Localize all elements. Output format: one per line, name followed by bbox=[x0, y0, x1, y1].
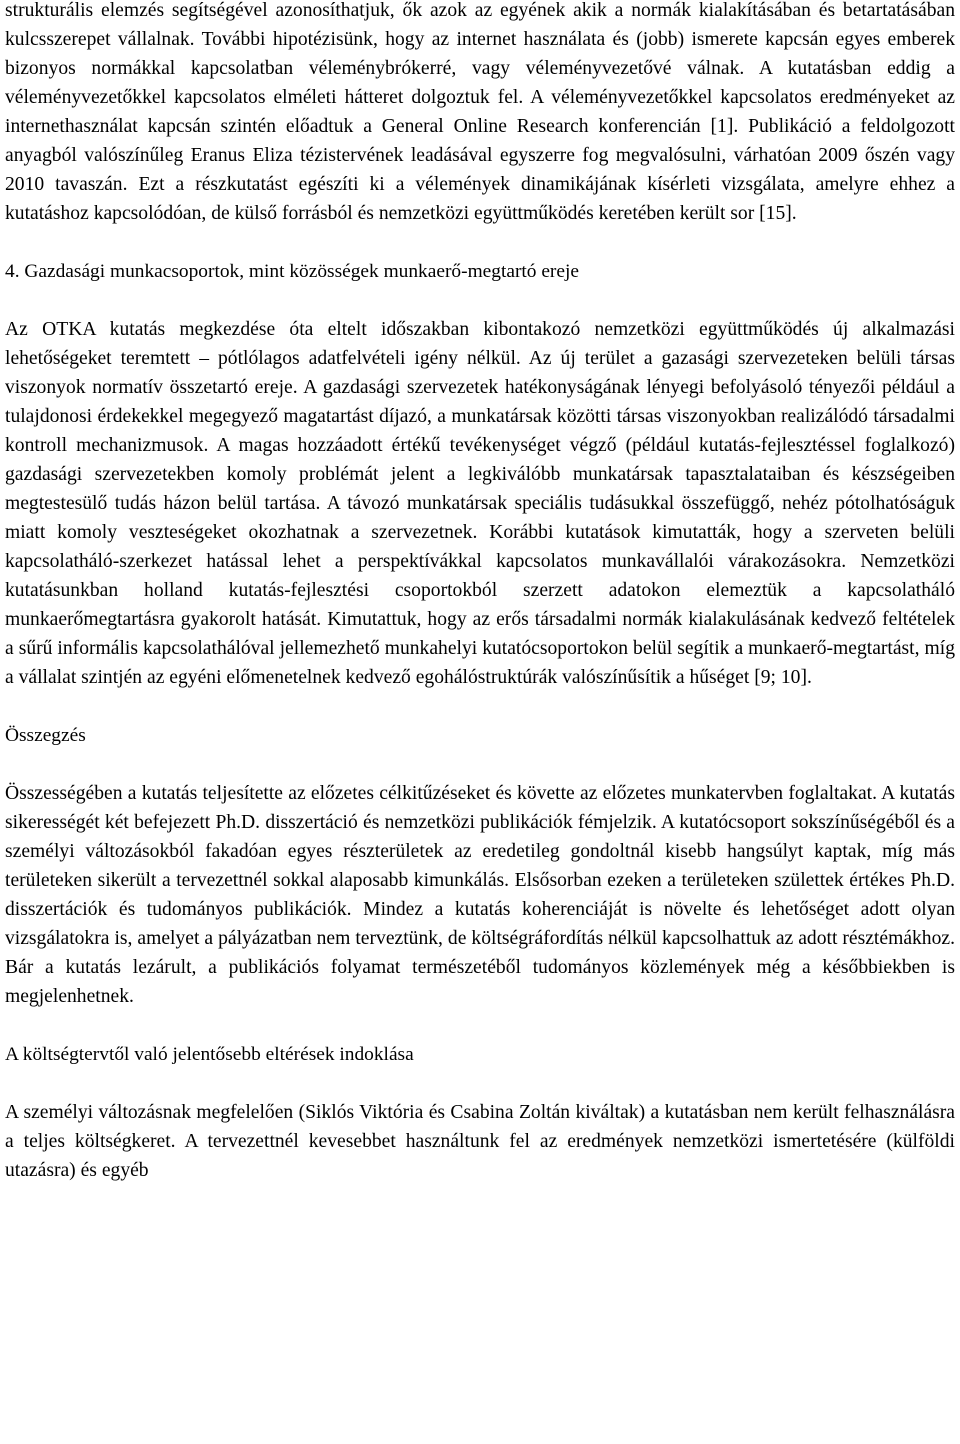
heading-budget-deviations: A költségtervtől való jelentősebb eltérések indoklása bbox=[5, 1044, 414, 1065]
spacer bbox=[5, 286, 955, 315]
spacer bbox=[5, 750, 955, 779]
spacer bbox=[5, 692, 955, 721]
spacer bbox=[5, 228, 955, 257]
spacer bbox=[5, 1069, 955, 1098]
section-heading-4: 4. Gazdasági munkacsoportok, mint közösségek munkaerő-megtartó ereje bbox=[5, 261, 579, 282]
spacer bbox=[5, 1011, 955, 1040]
paragraph-intro: strukturális elemzés segítségével azonosíthatjuk, ők azok az egyének akik a normák kialakításában és betartatásában kulcsszerepet vállalnak. További hipotézisünk, hogy az internet használata és (jobb) ismerete kapcsán egyes emberek bizonyos normákkal kapcsolatban véleménybrókerré, vagy véleményvezetővé válnak. A kutatásban eddig a véleményvezetőkkel kapcsolatos elméleti hátteret dolgoztuk fel. A véleményvezetőkkel kapcsolatos eredményeket az internethasználat kapcsán szintén előadtuk a General Online Research konferencián [1]. Publikáció a feldolgozott anyagból valószínűleg Eranus Eliza tézistervének leadásával egyszerre fog megvalósulni, várhatóan 2009 őszén vagy 2010 tavaszán. Ezt a részkutatást egészíti ki a vélemények dinamikájának kísérleti vizsgálata, amelyre ehhez a kutatáshoz kapcsolódóan, de külső forrásból és nemzetközi együttműködés keretében került sor [15]. bbox=[5, 0, 955, 224]
paragraph-budget-deviations: A személyi változásnak megfelelően (Siklós Viktória és Csabina Zoltán kiváltak) a kutatásban nem került felhasználásra a teljes költségkeret. A tervezettnél kevesebbet használtunk fel az eredmények nemzetközi ismertetésére (külföldi utazásra) és egyéb bbox=[5, 1102, 955, 1181]
paragraph-section-4: Az OTKA kutatás megkezdése óta eltelt időszakban kibontakozó nemzetközi együttműködés új alkalmazási lehetőségeket teremtett – pótlólagos adatfelvételi igény nélkül. Az új terület a gazasági szervezeteken belüli társas viszonyok normatív összetartó ereje. A gazdasági szervezetek hatékonyságának lényegi befolyásoló tényezői például a tulajdonosi érdekekkel megegyező magatartást díjazó, a munkatársak közötti társas viszonyokban realizálódó társadalmi kontroll mechanizmusok. A magas hozzáadott értékű tevékenységet végző (például kutatás-fejlesztéssel foglalkozó) gazdasági szervezetekben komoly problémát jelent a legkiválóbb munkatársak tapasztalataiban és készségeiben megtestesülő tudás házon belül tartása. A távozó munkatársak speciális tudásukkal összefüggő, nehéz pótolhatóságuk miatt komoly veszteségeket okozhatnak a szervezetnek. Korábbi kutatások kimutatták, hogy a szerveten belüli kapcsolatháló-szerkezet hatással lehet a perspektívákkal kapcsolatos munkavállalói várakozásokra. Nemzetközi kutatásunkban holland kutatás-fejlesztési csoportokból szerzett adatokon elemeztük a kapcsolatháló munkaerőmegtartásra gyakorolt hatását. Kimutattuk, hogy az erős társadalmi normák kialakulásának kedvező feltételek a sűrű informális kapcsolathálóval jellemezhető munkahelyi kutatócsoportokon belül segítik a munkaerő-megtartást, míg a vállalat szintjén az egyéni előmenetelnek kedvező egohálóstruktúrák valószínűsítik a hűséget [9; 10]. bbox=[5, 319, 955, 688]
paragraph-summary: Összességében a kutatás teljesítette az előzetes célkitűzéseket és követte az előzetes munkatervben foglaltakat. A kutatás sikerességét két befejezett Ph.D. disszertáció és nemzetközi publikációk fémjelzik. A kutatócsoport sokszínűségéből és a személyi változásokból fakadóan egyes részterületek az eredetileg gondoltnál kisebb hangsúlyt kaptak, míg más területeken sikerült a tervezettnél sokkal alaposabb kimunkálás. Elsősorban ezeken a területeken születtek értékes Ph.D. disszertációk és tudományos publikációk. Mindez a kutatás koherenciáját is növelte és lehetőséget adott olyan vizsgálatokra is, amelyet a pályázatban nem terveztünk, de költségráfordítás nélkül kapcsolhattuk az adott résztémákhoz. Bár a kutatás lezárult, a publikációs folyamat természetéből tudományos közlemények még a későbbiekben is megjelenhetnek. bbox=[5, 783, 955, 1007]
heading-summary: Összegzés bbox=[5, 725, 86, 746]
